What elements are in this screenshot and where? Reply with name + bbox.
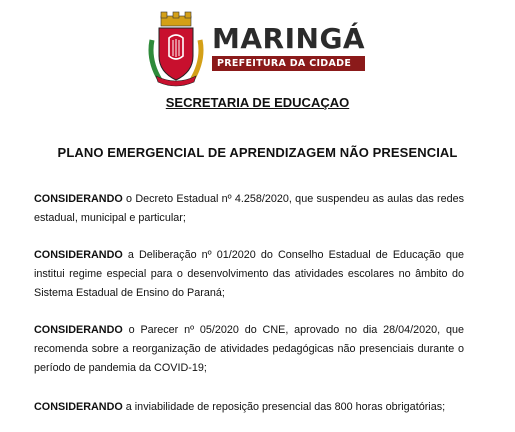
paragraph-keyword: CONSIDERANDO [34,249,123,261]
paragraph-keyword: CONSIDERANDO [34,193,123,205]
document-title: PLANO EMERGENCIAL DE APRENDIZAGEM NÃO PRESENCIAL [57,145,458,160]
considerando-paragraph [34,321,464,378]
considerando-paragraph [34,246,464,303]
paragraph-text: a Deliberação nº 01/2020 do Conselho Estadual de Educação que institui regime especial para o desenvolvimento das atividades escolares no âmbito do Sistema Estadual de Ensino do Paraná; [34,249,464,299]
paragraph-text: o Decreto Estadual nº 4.258/2020, que suspendeu as aulas das redes estadual, municipal e particular; [34,193,464,224]
considerando-paragraph [34,190,464,228]
department-heading: SECRETARIA DE EDUCAÇAO [165,95,350,110]
brand-block [212,24,365,71]
brand-subtitle: PREFEITURA DA CIDADE [212,56,365,71]
paragraph-text: a inviabilidade de reposição presencial das 800 horas obrigatórias; [122,401,446,413]
considerando-paragraph [34,398,464,417]
coat-of-arms-icon [146,10,206,88]
brand-name: MARINGÁ [212,22,366,55]
paragraph-text: o Parecer nº 05/2020 do CNE, aprovado no dia 28/04/2020, que recomenda sobre a reorganização de atividades pedagógicas não presenciais durante o período de pandemia da COVID-19; [34,324,464,374]
paragraph-keyword: CONSIDERANDO [34,324,123,336]
paragraph-keyword: CONSIDERANDO [34,401,123,413]
city-logo [146,10,370,88]
